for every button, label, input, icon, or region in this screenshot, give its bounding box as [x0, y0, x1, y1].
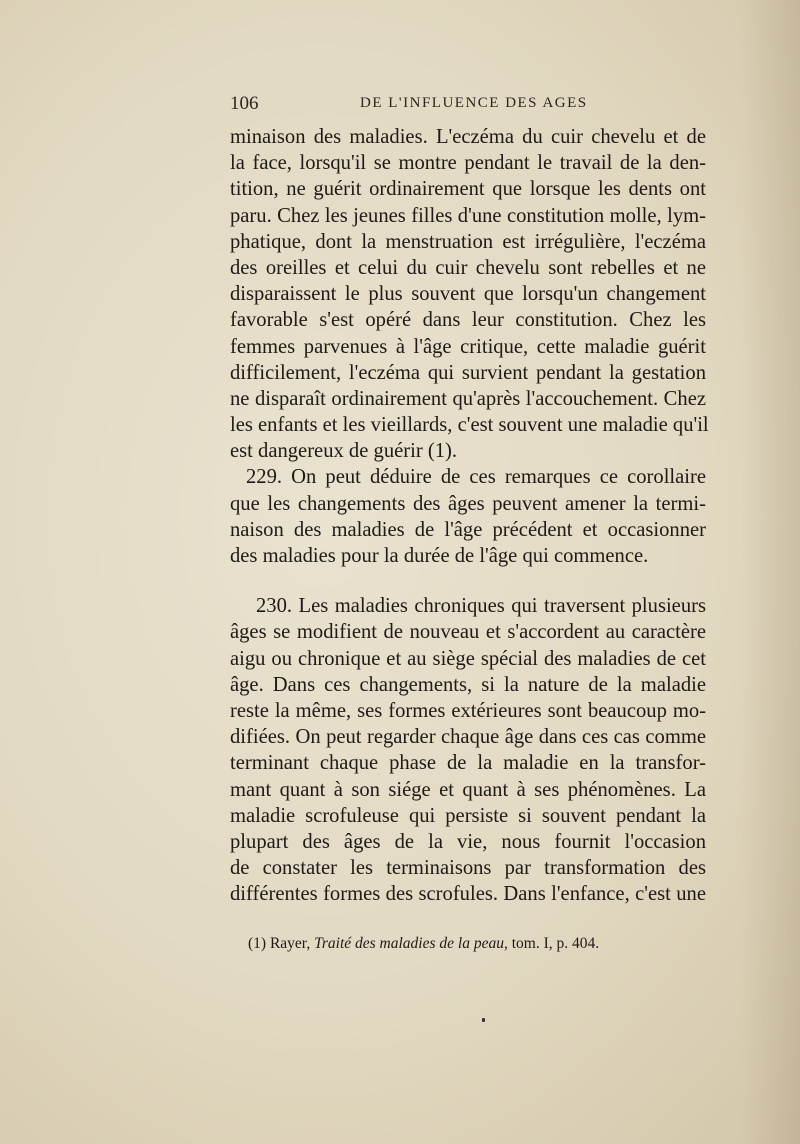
text-line: paru. Chez les jeunes filles d'une constitution molle, lym-: [230, 204, 706, 227]
text-line: difficilement, l'eczéma qui survient pendant la gestation: [230, 361, 706, 384]
text-line: terminant chaque phase de la maladie en la transfor-: [230, 752, 706, 775]
text-line: différentes formes des scrofules. Dans l'enfance, c'est une: [230, 883, 706, 906]
footnote-reference: , tom. I, p. 404.: [503, 935, 600, 952]
body-text: [230, 124, 709, 907]
text-line: tition, ne guérit ordinairement que lorsque les dents ont: [230, 178, 706, 201]
text-line: difiées. On peut regarder chaque âge dans ces cas comme: [230, 726, 706, 749]
paragraph-229-start: 229. On peut déduire de ces remarques ce corollaire: [246, 466, 706, 489]
text-line: minaison des maladies. L'eczéma du cuir chevelu et de: [230, 126, 706, 148]
text-line: ne disparaît ordinairement qu'après l'accouchement. Chez: [230, 387, 706, 410]
text-line: la face, lorsqu'il se montre pendant le travail de la den-: [230, 152, 706, 175]
text-line: naison des maladies de l'âge précédent et occasionner: [230, 518, 706, 541]
ink-speck: [482, 1018, 485, 1022]
page-number: 106: [230, 93, 259, 114]
text-line: de constater les terminaisons par transformation des: [230, 857, 706, 880]
text-line: femmes parvenues à l'âge critique, cette maladie guérit: [230, 335, 706, 358]
text-line: des maladies pour la durée de l'âge qui commence.: [230, 545, 649, 567]
text-line: favorable s'est opéré dans leur constitution. Chez les: [230, 309, 706, 332]
text-line: les enfants et les vieillards, c'est souvent une maladie qu'il: [230, 414, 709, 437]
text-line: âge. Dans ces changements, si la nature de la maladie: [230, 673, 706, 696]
text-line: des oreilles et celui du cuir chevelu sont rebelles et ne: [230, 256, 706, 279]
text-line: plupart des âges de la vie, nous fournit l'occasion: [230, 830, 706, 853]
text-line: phatique, dont la menstruation est irrégulière, l'eczéma: [230, 230, 706, 253]
footnote-author: Rayer,: [269, 935, 311, 952]
text-line: reste la même, ses formes extérieures sont beaucoup mo-: [230, 699, 706, 722]
paragraph-gap: [230, 569, 706, 593]
text-line: disparaissent le plus souvent que lorsqu'un changement: [230, 283, 706, 306]
footnote: [248, 935, 708, 953]
text-line: aigu ou chronique et au siège spécial des maladies de cet: [230, 647, 706, 670]
footnote-marker: (1): [248, 935, 267, 952]
text-line: maladie scrofuleuse qui persiste si souvent pendant la: [230, 804, 706, 827]
text-line: est dangereux de guérir (1).: [230, 440, 458, 463]
text-line: que les changements des âges peuvent amener la termi-: [230, 492, 706, 515]
text-line: âges se modifient de nouveau et s'accordent au caractère: [230, 621, 706, 644]
page-header: [230, 93, 710, 119]
paragraph-230-start: 230. Les maladies chroniques qui traversent plusieurs: [256, 595, 706, 618]
running-head: DE L'INFLUENCE DES AGES: [360, 95, 588, 111]
text-line: mant quant à son siége et quant à ses phénomènes. La: [230, 778, 706, 801]
footnote-title: Traité des maladies de la peau: [314, 935, 504, 952]
